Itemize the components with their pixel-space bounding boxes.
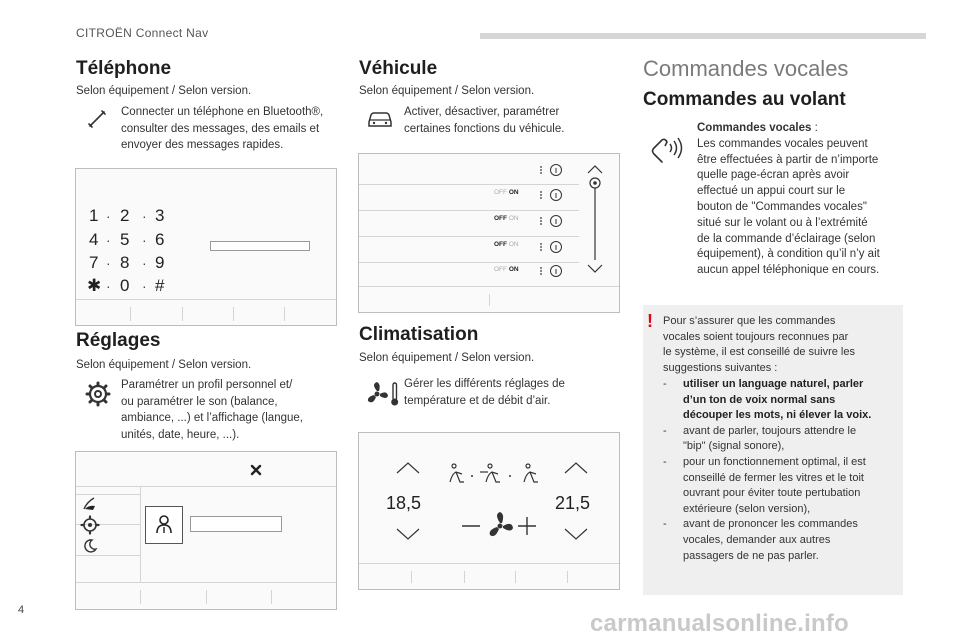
chevron-down-icon (588, 265, 602, 272)
toggle-row-3[interactable]: OFF ON (494, 241, 519, 248)
reglages-screen-panel (75, 451, 337, 610)
climatisation-description: Gérer les différents réglages de température et de débit d’air. (404, 378, 565, 407)
climatisation-subtitle: Selon équipement / Selon version. (359, 352, 535, 364)
page-number: 4 (18, 604, 25, 616)
key-7[interactable]: 7 (89, 253, 99, 272)
telephone-description: Connecter un téléphone en Bluetooth®, consulter des messages, des emails et envoyer des messages rapides. (121, 106, 324, 151)
vehicule-screen-panel (358, 153, 620, 313)
vehicule-title: Véhicule (359, 58, 438, 79)
climate-fan-thermometer-icon (365, 380, 403, 408)
climatisation-title: Climatisation (359, 324, 479, 345)
key-5[interactable]: 5 (120, 230, 130, 249)
bullet-item: - avant de parler, toujours attendre le "bip" (signal sonore), (663, 424, 857, 453)
bullet-item: - utiliser un language naturel, parler d’un ton de voix normal sans découper les mots, ni élever la voix. (663, 378, 872, 422)
brightness-gear-icon[interactable] (80, 515, 100, 535)
scrollbar[interactable] (584, 164, 606, 276)
row-info-icons (538, 162, 568, 282)
key-star[interactable]: ✱ (87, 276, 102, 295)
reglages-subtitle: Selon équipement / Selon version. (76, 359, 252, 371)
close-icon[interactable] (250, 464, 262, 476)
key-8[interactable]: 8 (120, 253, 130, 272)
note-music-icon[interactable] (82, 494, 98, 512)
profile-icon (146, 507, 182, 543)
settings-field[interactable] (190, 516, 282, 532)
temp-left-down-icon[interactable] (394, 526, 422, 542)
bullet-item: - pour un fonctionnement optimal, il est conseillé de fermer les vitres et le toit ouvrant pour éviter toute pertubation extérieure (selon version), (663, 455, 866, 515)
moon-icon[interactable] (82, 538, 98, 554)
toggle-row-4[interactable]: OFF ON (494, 266, 519, 273)
voice-command-icon (648, 134, 684, 164)
key-1[interactable]: 1 (89, 206, 99, 225)
watermark: carmanualsonline.info (590, 610, 849, 637)
running-header-title: CITROËN Connect Nav (76, 26, 209, 40)
airflow-mode-icons[interactable] (446, 462, 542, 486)
advice-bullets (663, 377, 903, 564)
gear-icon (85, 381, 111, 407)
toggle-row-2[interactable]: OFF ON (494, 215, 519, 222)
warning-exclamation-icon: ! (647, 311, 653, 331)
key-hash[interactable]: # (155, 276, 165, 295)
vehicule-description: Activer, désactiver, paramétrer certaines fonctions du véhicule. (404, 106, 565, 135)
key-3[interactable]: 3 (155, 206, 165, 225)
telephone-title: Téléphone (76, 58, 172, 79)
commandes-volant-title: Commandes au volant (643, 89, 846, 110)
advice-intro: Pour s’assurer que les commandes vocales soient toujours reconnues par le système, il est conseillé de suivre les suggestions suivantes : (663, 315, 855, 374)
commandes-description: Commandes vocales : Les commandes vocales peuvent être effectuées à partir de n’importe quelle page-écran après avoir effectué un appui court sur le bouton de "Commandes vocales" situé sur le volant ou à l’extrémité de la commande d’éclairage (selon équipement), à condition qu’il n’y ait aucun appel téléphonique en cours. (697, 122, 880, 277)
key-4[interactable]: 4 (89, 230, 99, 249)
fan-speed-control[interactable] (460, 510, 540, 542)
temp-right-up-icon[interactable] (562, 460, 590, 476)
key-2[interactable]: 2 (120, 206, 130, 225)
reglages-description: Paramétrer un profil personnel et/ ou paramétrer le son (balance, ambiance, ...) et l’affichage (langue, unités, date, heure, ...). (121, 379, 303, 441)
vehicule-subtitle: Selon équipement / Selon version. (359, 85, 535, 97)
reglages-title: Réglages (76, 330, 161, 351)
header-divider-bar (480, 33, 926, 39)
key-0[interactable]: 0 (120, 276, 130, 295)
key-6[interactable]: 6 (155, 230, 165, 249)
phone-icon (86, 108, 108, 130)
temp-left-up-icon[interactable] (394, 460, 422, 476)
telephone-screen-panel (75, 168, 337, 326)
key-9[interactable]: 9 (155, 253, 165, 272)
telephone-subtitle: Selon équipement / Selon version. (76, 85, 252, 97)
temperature-left: 18,5 (386, 493, 422, 513)
profile-button[interactable] (145, 506, 183, 544)
temperature-right: 21,5 (555, 493, 591, 513)
chevron-up-icon (588, 166, 602, 173)
car-icon (366, 108, 394, 130)
commandes-vocales-section-title: Commandes vocales (643, 56, 849, 81)
temp-right-down-icon[interactable] (562, 526, 590, 542)
dial-input-field[interactable] (210, 241, 310, 251)
toggle-row-1[interactable]: OFF ON (494, 189, 519, 196)
bullet-item: - avant de prononcer les commandes vocales, demander aux autres passagers de ne pas parler. (663, 518, 858, 562)
